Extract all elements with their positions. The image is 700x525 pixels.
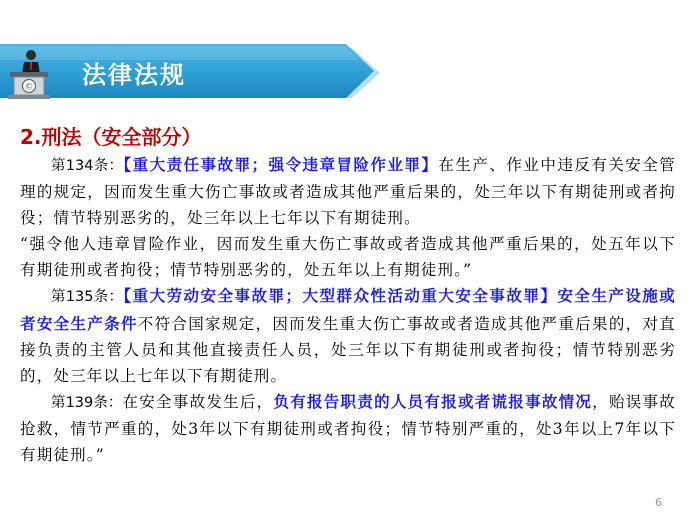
article-135-highlight: 安全生产设施或者安全生产条件 <box>20 286 677 333</box>
article-134-number: 第134条： <box>51 158 124 174</box>
article-134-text: 在生产、作业中违反有关安全管理的规定，因而发生重大伤亡事故或者造成其他严重后果的，处三年以下有期徒刑或者拘役；情节特别恶劣的，处三年以上七年以下有期徒刑。 <box>20 156 676 228</box>
article-135-crime: 【重大劳动安全事故罪；大型群众性活动重大安全事故罪】 <box>123 286 558 306</box>
header-banner <box>0 44 382 102</box>
article-135-paragraph <box>20 283 676 388</box>
document-body <box>20 152 676 468</box>
page-title: 法律法规 <box>82 61 186 89</box>
section-title: 2.刑法（安全部分） <box>20 125 202 149</box>
article-139-number: 第139条： <box>51 394 123 411</box>
article-135-number: 第135条： <box>51 289 124 306</box>
banner-arrow-shape <box>0 44 382 102</box>
svg-text:©: © <box>24 82 34 93</box>
article-134-quote: “强令他人违章冒险作业，因而发生重大伤亡事故或者造成其他严重后果的，处五年以下有期徒刑或者拘役；情节特别恶劣的，处五年以上有期徒刑。” <box>20 235 676 280</box>
article-135-text: 不符合国家规定，因而发生重大伤亡事故或者造成其他严重后果的，对直接负责的主管人员和其他直接责任人员，处三年以下有期徒刑或者拘役；情节特别恶劣的，处三年以上七年以下有期徒刑。 <box>20 314 676 385</box>
article-139-text: ，贻误事故抢救，情节严重的，处3年以下有期徒刑或者拘役；情节特别严重的，处3年以上7年以下有期徒刑。” <box>20 392 676 465</box>
article-139-lead: 在安全事故发生后， <box>122 392 274 411</box>
article-139-highlight: 负有报告职责的人员有报或者谎报事故情况 <box>273 391 593 411</box>
presenter-at-podium-icon <box>4 48 50 100</box>
article-134-crime: 【重大责任事故罪；强令违章冒险作业罪】 <box>123 155 439 174</box>
article-134-paragraph <box>20 152 676 231</box>
page-number: 6 <box>655 496 662 509</box>
article-139-paragraph <box>20 389 676 468</box>
